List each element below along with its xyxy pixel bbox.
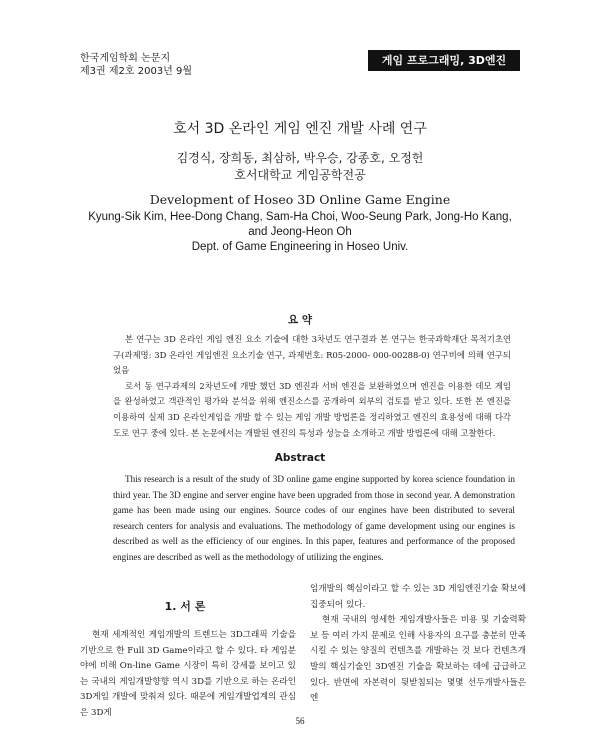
- page-number: 56: [295, 716, 305, 726]
- authors-english-line1: Kyung-Sik Kim, Hee-Dong Chang, Sam-Ha Choi, Woo-Seung Park, Jong-Ho Kang,: [88, 211, 512, 223]
- body-column-right: [310, 582, 526, 707]
- intro-right-paragraph2: 현재 국내의 영세한 게임개발사들은 비용 및 기술력확보 등 여러 가지 문제로 인해 사용자의 요구를 충분히 만족시킬 수 있는 양질의 컨텐츠를 개발하는 것 보다 컨텐츠개발의 핵심기술인 3D엔진 기술을 확보하는 데에 급급하고 있다. 반면에 자본력이 뒷받침되는 몇몇 선두개발사들은 엔: [310, 615, 526, 704]
- journal-name: 한국게임학회 논문지: [80, 53, 171, 64]
- authors-english-line2: and Jeong-Heon Oh: [248, 226, 352, 238]
- affiliation-english: Dept. of Game Engineering in Hoseo Univ.: [191, 241, 409, 253]
- section-tag: 게임 프로그래밍, 3D엔진: [368, 50, 520, 71]
- authors-korean: 김경식, 장희동, 최삼하, 박우승, 강종호, 오정헌: [176, 151, 424, 165]
- abstract-english: [113, 472, 515, 566]
- authors-korean-block: [0, 150, 600, 184]
- section-heading-introduction: 1. 서 론: [164, 600, 206, 613]
- authors-english-block: [0, 210, 600, 255]
- abstract-english-body: This research is a result of the study of 3D online game engine supported by korea science foundation in third year. The 3D engine and server engine have been upgraded from those in second year. A demonstration game has been made using our engines. Source codes of our engines have been distributed to several research centers for analysis and evaluations. The methodology of game development using our engines is described as well as the efficiency of our engines. In this paper, features and performance of the proposed engines are described as well as the methodology of utilizing the engines.: [113, 474, 515, 562]
- paper-title-korean: 호서 3D 온라인 게임 엔진 개발 사례 연구: [173, 121, 427, 137]
- journal-info: [80, 52, 192, 78]
- journal-issue: 제3권 제2호 2003년 9월: [80, 66, 193, 77]
- affiliation-korean: 호서대학교 게임공학전공: [234, 168, 366, 182]
- abstract-english-heading: Abstract: [274, 452, 326, 464]
- abstract-korean: [113, 332, 511, 441]
- abstract-korean-para1: 본 연구는 3D 온라인 게임 엔진 요소 기술에 대한 3차년도 연구결과 본 연구는 한국과학재단 목적기초연구(과제명: 3D 온라인 게임엔진 요소기술 연구, 과제번호: R05-2000- 000-00288-0) 연구비에 의해 연구되었음: [113, 334, 511, 376]
- intro-left-paragraph: 현재 세계적인 게임개발의 트렌드는 3D그래픽 기술을 기반으로 한 Full 3D Game이라고 할 수 있다. 타 게임분야에 비해 On-line Game 시장이 특히 강세를 보이고 있는 국내의 게임개발향향 역시 3D를 기반으로 하는 온라인 3D게임 개발에 맞춰져 있다. 때문에 게임개발업계의 관심은 3D게: [80, 630, 296, 718]
- intro-right-paragraph1: 임개발의 핵심이라고 할 수 있는 3D 게임엔진기술 확보에 집중되어 있다.: [310, 584, 526, 610]
- body-column-left: [80, 628, 296, 722]
- paper-title-english: Development of Hoseo 3D Online Game Engine: [149, 192, 451, 207]
- abstract-korean-heading: 요 약: [288, 314, 312, 326]
- abstract-korean-para2: 로서 동 연구과제의 2차년도에 개발 했던 3D 엔진과 서버 엔진을 보완하였으며 엔진을 이용한 데모 게임을 완성하였고 객관적인 평가와 분석을 위해 엔진소스를 공개하여 외부의 검토를 받고 있다. 또한 본 엔진을 이용하여 실제 3D 온라인게임을 개발 할 수 있는 게임 개발 방법론을 정리하였고 엔진의 효용성에 대해 다각도로 연구 중에 있다. 본 논문에서는 개발된 엔진의 특성과 성능을 소개하고 개발 방법론에 대해 고찰한다.: [113, 380, 511, 438]
